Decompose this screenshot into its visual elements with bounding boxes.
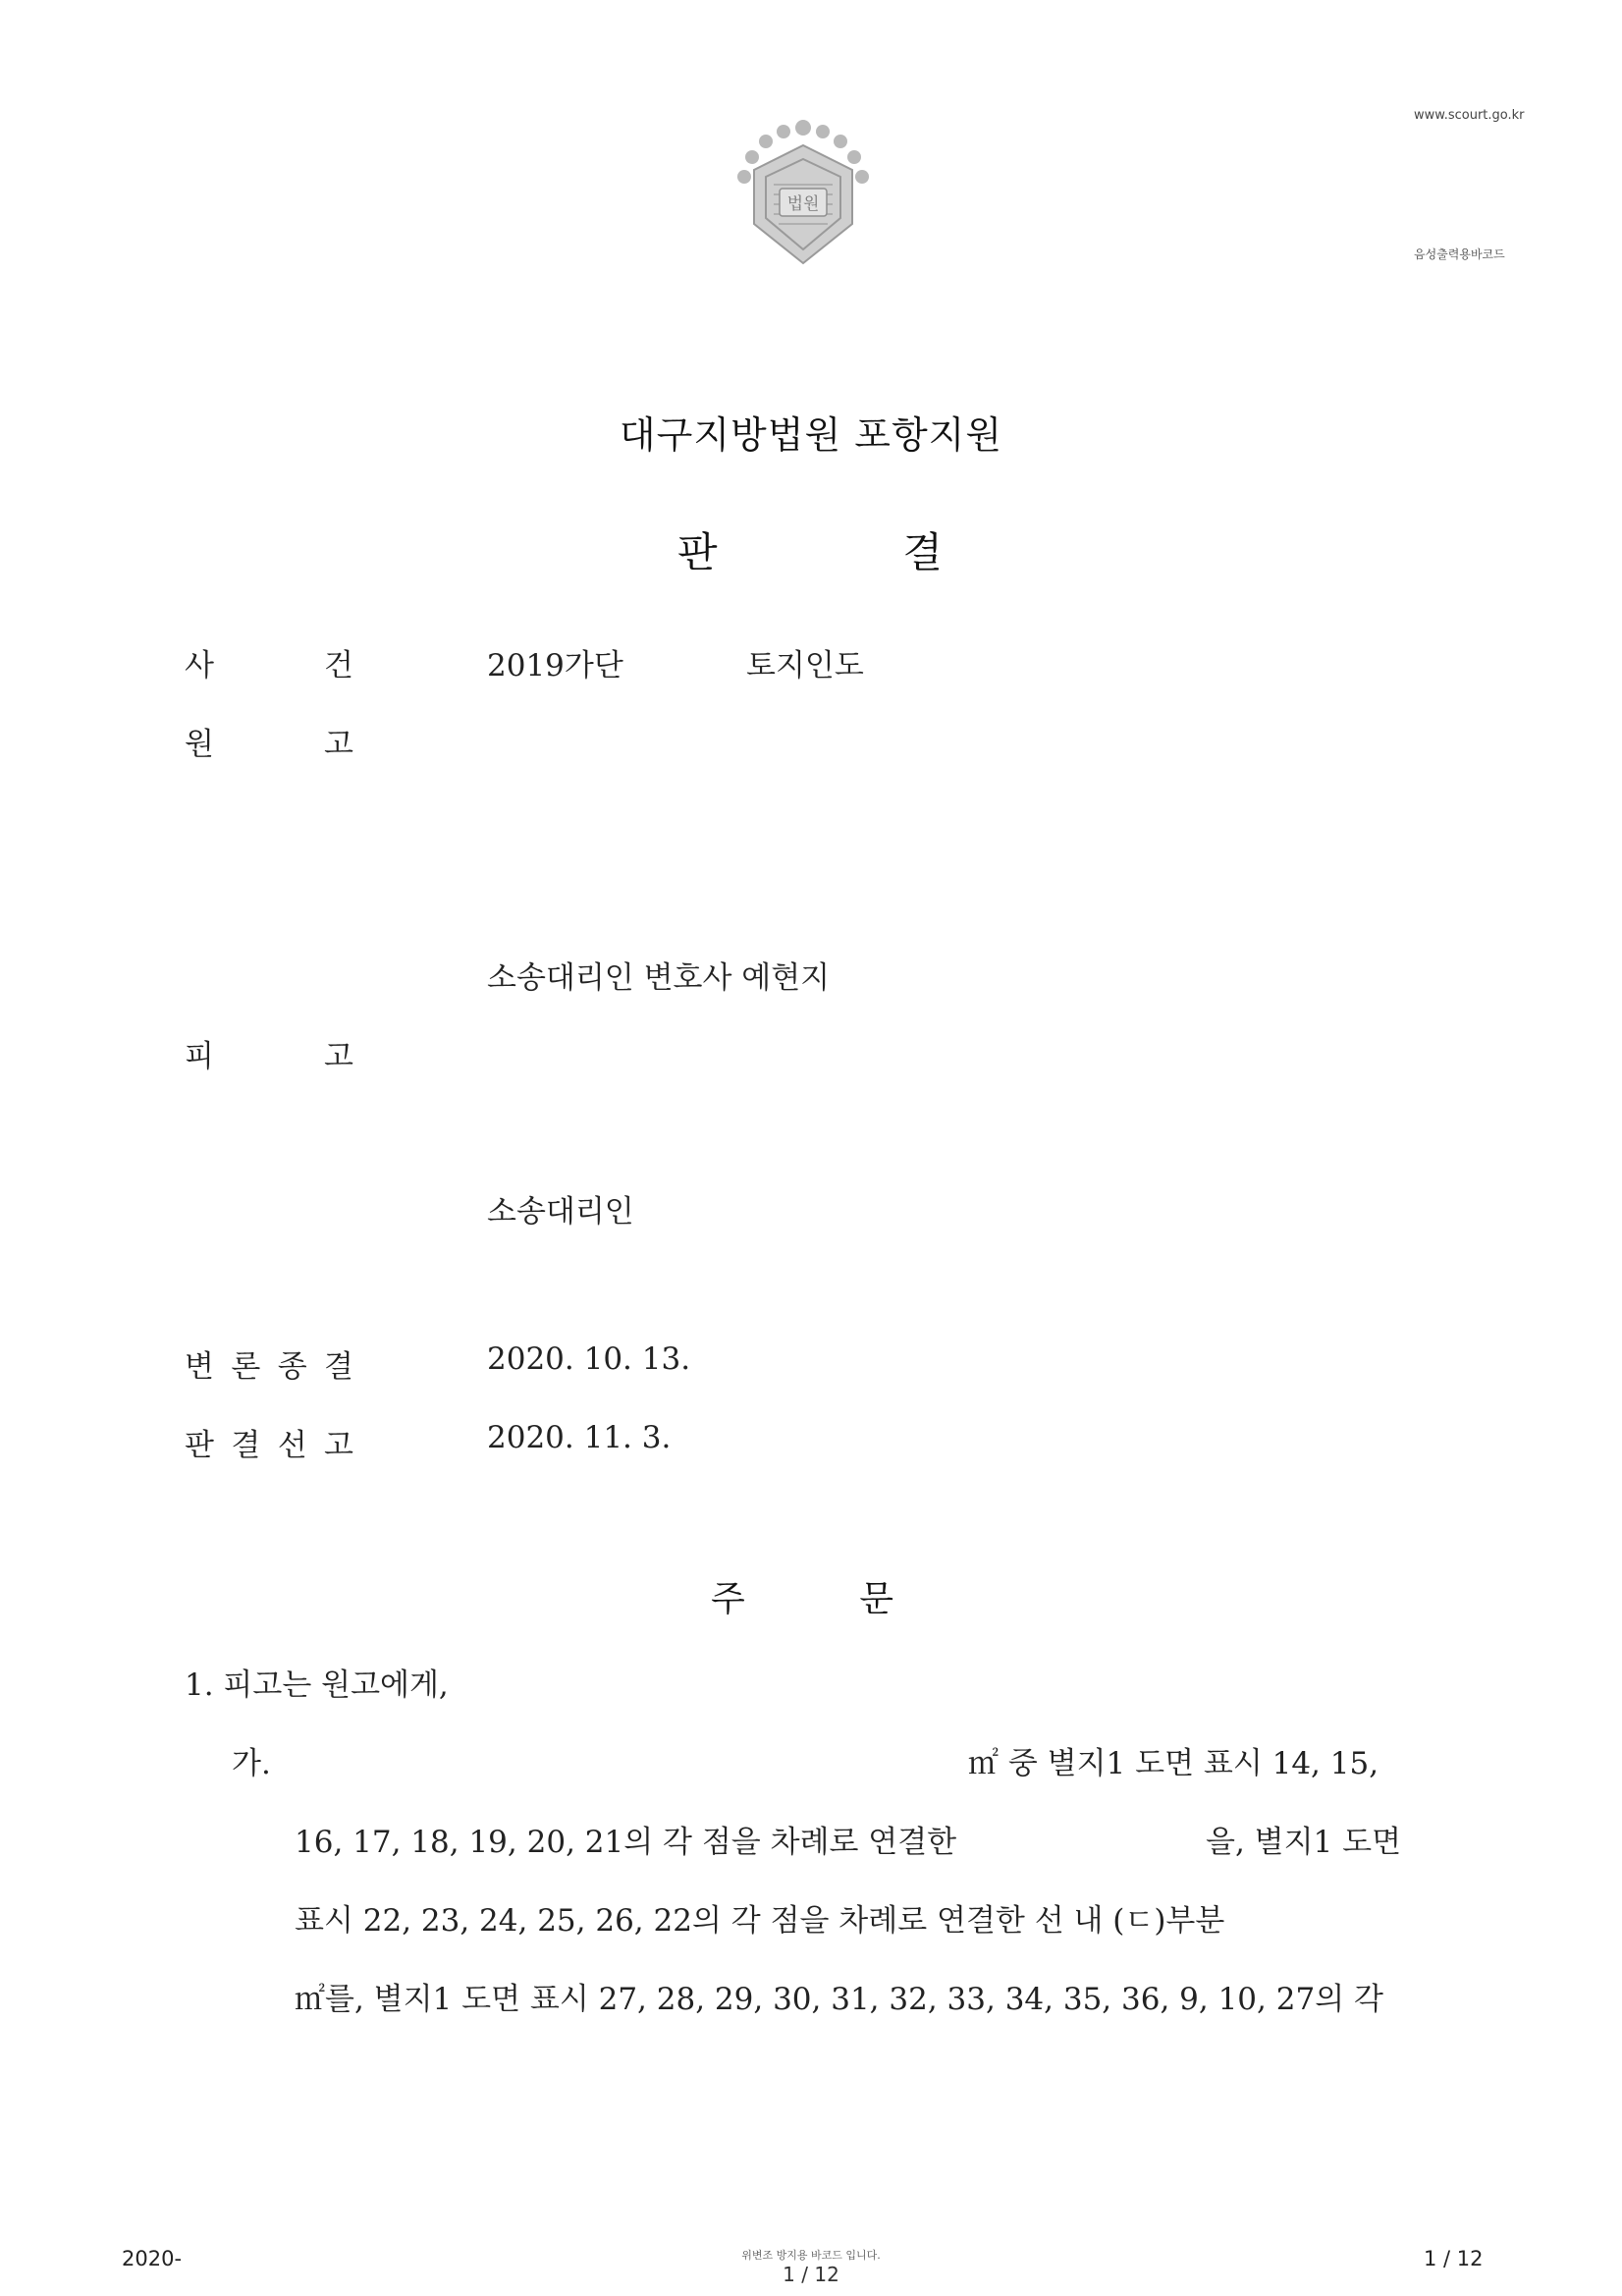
- barcode-label: 음성출력용바코드: [1414, 247, 1505, 261]
- emblem-label: 법원: [786, 194, 820, 214]
- label-char: 피: [185, 1039, 214, 1074]
- heading-char: 주: [711, 1579, 745, 1619]
- court-name: 대구지방법원 포항지원: [619, 413, 1003, 457]
- order-line-1: ㎡ 중 별지1 도면 표시 14, 15,: [968, 1746, 1379, 1781]
- order-line-4: ㎡를, 별지1 도면 표시 27, 28, 29, 30, 31, 32, 33, 34, 35, 36, 9, 10, 27의 각: [295, 1982, 1383, 2017]
- order-line-3: 표시 22, 23, 24, 25, 26, 22의 각 점을 차례로 연결한 선 내 (ㄷ)부분: [295, 1903, 1225, 1939]
- case-number: 2019가단: [487, 648, 623, 683]
- label-char: 건: [324, 648, 353, 683]
- label-char: 고: [324, 1039, 353, 1074]
- document-type-char: 결: [902, 528, 943, 576]
- document-type: [677, 520, 943, 579]
- label-char: 판: [185, 1428, 214, 1463]
- order-line-2-tail: 을, 별지1 도면: [1206, 1825, 1402, 1860]
- footer-page-number: 1 / 12: [1424, 2247, 1484, 2270]
- judgment-label: [185, 1420, 353, 1464]
- footer-case-number: 2020-: [122, 2247, 183, 2270]
- website-url: www.scourt.go.kr: [1414, 108, 1525, 123]
- label-char: 고: [324, 1428, 353, 1463]
- label-char: 변: [185, 1349, 214, 1385]
- label-char: 고: [324, 727, 353, 762]
- label-char: 종: [277, 1349, 307, 1385]
- footer-center-page: 1 / 12: [783, 2263, 839, 2286]
- plaintiff-agent: 소송대리인 변호사 예현지: [487, 960, 831, 996]
- case-label: [185, 640, 353, 684]
- closing-date: 2020. 10. 13.: [487, 1341, 691, 1377]
- label-char: 선: [277, 1428, 307, 1463]
- judgment-date: 2020. 11. 3.: [487, 1420, 672, 1455]
- heading-char: 문: [859, 1579, 893, 1619]
- plaintiff-label: [185, 719, 353, 763]
- case-title: 토지인도: [746, 648, 864, 683]
- order-heading: [711, 1571, 893, 1621]
- label-char: 결: [324, 1349, 353, 1385]
- defendant-agent: 소송대리인: [487, 1194, 634, 1230]
- label-char: 원: [185, 727, 214, 762]
- label-char: 결: [231, 1428, 261, 1463]
- label-char: 사: [185, 648, 214, 683]
- order-item-1: 1. 피고는 원고에게,: [185, 1667, 449, 1703]
- label-char: 론: [231, 1349, 261, 1385]
- court-emblem-icon: [725, 116, 882, 273]
- order-line-2: 16, 17, 18, 19, 20, 21의 각 점을 차례로 연결한: [295, 1825, 957, 1860]
- defendant-label: [185, 1031, 353, 1075]
- closing-label: [185, 1341, 353, 1386]
- footer-barcode-note: 위변조 방지용 바코드 입니다.: [741, 2249, 881, 2262]
- document-type-char: 판: [677, 528, 718, 576]
- order-sub-ga: 가.: [232, 1746, 271, 1781]
